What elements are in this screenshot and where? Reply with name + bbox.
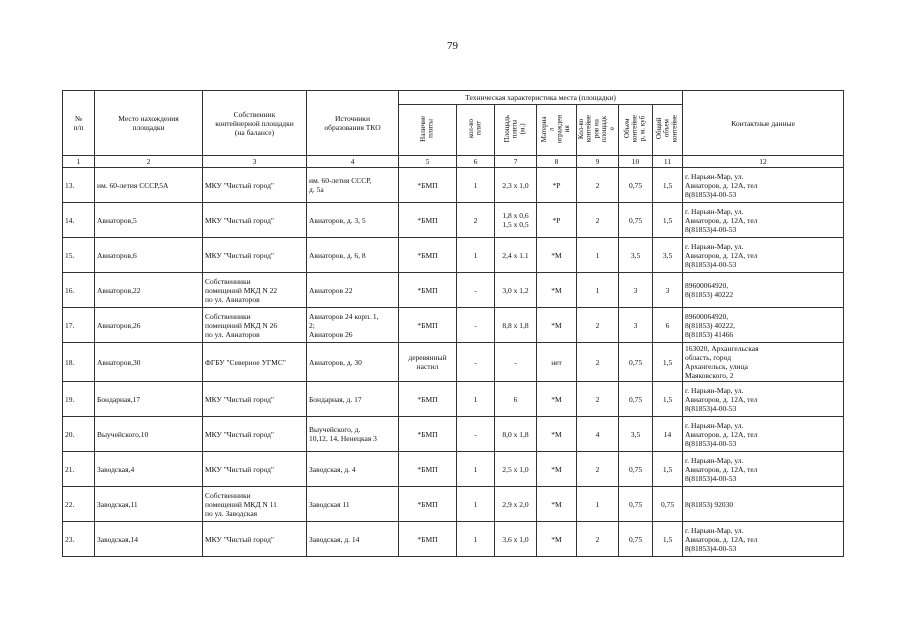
slab-area-cell: 1,8 х 0,6 1,5 х 0,5: [495, 203, 537, 238]
slab-area-cell: 2,4 х 1.1: [495, 238, 537, 273]
location-cell: им. 60-летия СССР,5А: [95, 168, 203, 203]
header-slab-count: кол-во плит: [457, 105, 495, 156]
owner-cell: МКУ "Чистый город": [203, 452, 307, 487]
table-header: [63, 91, 844, 156]
location-cell: Выучейского,10: [95, 417, 203, 452]
slab-cell: *БМП: [399, 417, 457, 452]
container-count-cell: 2: [577, 203, 619, 238]
row-number: 22.: [63, 487, 95, 522]
table-row: [63, 487, 844, 522]
slab-area-cell: 3,6 х 1,0: [495, 522, 537, 557]
container-volume-cell: 3,5: [619, 417, 653, 452]
total-volume-cell: 1,5: [653, 382, 683, 417]
total-volume-cell: 1,5: [653, 343, 683, 382]
sources-cell: Авиаторов 24 корп. 1, 2; Авиаторов 26: [307, 308, 399, 343]
column-number: 8: [537, 156, 577, 168]
container-count-cell: 1: [577, 273, 619, 308]
location-cell: Авиаторов,26: [95, 308, 203, 343]
slab-area-cell: 3,0 х 1,2: [495, 273, 537, 308]
owner-cell: МКУ "Чистый город": [203, 203, 307, 238]
location-cell: Авиаторов,30: [95, 343, 203, 382]
slab-count-cell: -: [457, 343, 495, 382]
slab-cell: деревянный настил: [399, 343, 457, 382]
total-volume-cell: 1,5: [653, 168, 683, 203]
slab-count-cell: -: [457, 417, 495, 452]
owner-cell: ФГБУ "Северное УГМС": [203, 343, 307, 382]
header-location: Место нахождения площадки: [95, 91, 203, 156]
slab-area-cell: 8,0 х 1,8: [495, 417, 537, 452]
container-volume-cell: 0,75: [619, 452, 653, 487]
slab-cell: *БМП: [399, 308, 457, 343]
header-contacts: Контактные данные: [683, 91, 844, 156]
contacts-cell: г. Нарьян-Мар, ул. Авиаторов, д. 12А, тел 8(81853)4-00-53: [683, 238, 844, 273]
owner-cell: МКУ "Чистый город": [203, 238, 307, 273]
contacts-cell: г. Нарьян-Мар, ул. Авиаторов, д. 12А, тел 8(81853)4-00-53: [683, 382, 844, 417]
page-number: 79: [447, 40, 458, 52]
container-count-cell: 2: [577, 343, 619, 382]
sources-cell: Авиаторов, д. 6, 8: [307, 238, 399, 273]
row-number: 23.: [63, 522, 95, 557]
container-volume-cell: 0,75: [619, 522, 653, 557]
container-volume-cell: 0,75: [619, 382, 653, 417]
table-row: [63, 417, 844, 452]
row-number: 19.: [63, 382, 95, 417]
table-row: [63, 238, 844, 273]
contacts-cell: г. Нарьян-Мар, ул. Авиаторов, д. 12А, тел 8(81853)4-00-53: [683, 522, 844, 557]
header-tech-group: Техническая характеристика места (площадки): [399, 91, 683, 105]
slab-count-cell: -: [457, 273, 495, 308]
owner-cell: МКУ "Чистый город": [203, 522, 307, 557]
slab-count-cell: 1: [457, 522, 495, 557]
slab-cell: *БМП: [399, 487, 457, 522]
contacts-cell: г. Нарьян-Мар, ул. Авиаторов, д. 12А, тел 8(81853)4-00-53: [683, 452, 844, 487]
fence-cell: *М: [537, 417, 577, 452]
column-number: 6: [457, 156, 495, 168]
slab-area-cell: 2,3 х 1,0: [495, 168, 537, 203]
container-volume-cell: 3,5: [619, 238, 653, 273]
location-cell: Заводская,11: [95, 487, 203, 522]
sources-cell: Заводская 11: [307, 487, 399, 522]
container-count-cell: 2: [577, 382, 619, 417]
fence-cell: *М: [537, 452, 577, 487]
column-number: 10: [619, 156, 653, 168]
total-volume-cell: 3,5: [653, 238, 683, 273]
table-row: [63, 168, 844, 203]
container-volume-cell: 0,75: [619, 487, 653, 522]
sources-cell: Заводская, д. 14: [307, 522, 399, 557]
total-volume-cell: 0,75: [653, 487, 683, 522]
container-sites-table: [62, 90, 844, 557]
slab-area-cell: 2,9 х 2,0: [495, 487, 537, 522]
column-number: 11: [653, 156, 683, 168]
table-row: [63, 308, 844, 343]
sources-cell: Авиаторов 22: [307, 273, 399, 308]
owner-cell: МКУ "Чистый город": [203, 382, 307, 417]
container-volume-cell: 3: [619, 273, 653, 308]
total-volume-cell: 1,5: [653, 452, 683, 487]
table-row: [63, 452, 844, 487]
slab-cell: *БМП: [399, 203, 457, 238]
header-total-volume: Общий объем контейне: [653, 105, 683, 156]
table-row: [63, 343, 844, 382]
sources-cell: Бондарная, д. 17: [307, 382, 399, 417]
column-number: 12: [683, 156, 844, 168]
fence-cell: *М: [537, 522, 577, 557]
container-volume-cell: 0,75: [619, 203, 653, 238]
location-cell: Авиаторов,5: [95, 203, 203, 238]
location-cell: Бондарная,17: [95, 382, 203, 417]
slab-cell: *БМП: [399, 452, 457, 487]
column-number: 7: [495, 156, 537, 168]
column-number: 5: [399, 156, 457, 168]
row-number: 18.: [63, 343, 95, 382]
slab-cell: *БМП: [399, 273, 457, 308]
fence-cell: *Р: [537, 168, 577, 203]
slab-area-cell: 2,5 х 1,0: [495, 452, 537, 487]
row-number: 21.: [63, 452, 95, 487]
total-volume-cell: 1,5: [653, 522, 683, 557]
container-count-cell: 2: [577, 452, 619, 487]
fence-cell: *М: [537, 238, 577, 273]
slab-cell: *БМП: [399, 238, 457, 273]
header-owner: Собственник контейнерной площадки (на балансе): [203, 91, 307, 156]
slab-count-cell: 1: [457, 168, 495, 203]
container-count-cell: 1: [577, 487, 619, 522]
header-fence-material: Материа л огражден ия: [537, 105, 577, 156]
column-number: 3: [203, 156, 307, 168]
header-num: № п/п: [63, 91, 95, 156]
sources-cell: Авиаторов, д. 30: [307, 343, 399, 382]
slab-area-cell: 6: [495, 382, 537, 417]
column-number: 1: [63, 156, 95, 168]
slab-count-cell: 1: [457, 238, 495, 273]
slab-count-cell: -: [457, 308, 495, 343]
slab-count-cell: 1: [457, 487, 495, 522]
header-container-volume: Объем контейне р, м. куб: [619, 105, 653, 156]
fence-cell: *М: [537, 308, 577, 343]
slab-area-cell: 8,8 х 1,8: [495, 308, 537, 343]
location-cell: Заводская,4: [95, 452, 203, 487]
container-count-cell: 1: [577, 238, 619, 273]
container-volume-cell: 3: [619, 308, 653, 343]
contacts-cell: г. Нарьян-Мар, ул. Авиаторов, д. 12А, тел 8(81853)4-00-53: [683, 417, 844, 452]
contacts-cell: 8(81853) 92030: [683, 487, 844, 522]
table-row: [63, 273, 844, 308]
slab-count-cell: 1: [457, 382, 495, 417]
contacts-cell: г. Нарьян-Мар, ул. Авиаторов, д. 12А, тел 8(81853)4-00-53: [683, 203, 844, 238]
column-number: 2: [95, 156, 203, 168]
owner-cell: МКУ "Чистый город": [203, 168, 307, 203]
container-count-cell: 2: [577, 522, 619, 557]
container-count-cell: 4: [577, 417, 619, 452]
contacts-cell: 163020, Архангельская область, город Архангельск, улица Маяковского, 2: [683, 343, 844, 382]
container-volume-cell: 0,75: [619, 168, 653, 203]
slab-cell: *БМП: [399, 168, 457, 203]
fence-cell: *Р: [537, 203, 577, 238]
total-volume-cell: 14: [653, 417, 683, 452]
slab-area-cell: -: [495, 343, 537, 382]
owner-cell: Собственники помещений МКД N 11 по ул. Заводская: [203, 487, 307, 522]
sources-cell: Авиаторов, д. 3, 5: [307, 203, 399, 238]
table-row: [63, 203, 844, 238]
container-count-cell: 2: [577, 308, 619, 343]
sources-cell: Выучейского, д. 10,12, 14, Ненецкая 3: [307, 417, 399, 452]
total-volume-cell: 1,5: [653, 203, 683, 238]
container-count-cell: 2: [577, 168, 619, 203]
slab-cell: *БМП: [399, 522, 457, 557]
row-number: 17.: [63, 308, 95, 343]
fence-cell: *М: [537, 382, 577, 417]
fence-cell: *М: [537, 487, 577, 522]
row-number: 16.: [63, 273, 95, 308]
row-number: 20.: [63, 417, 95, 452]
header-slab: Наличие плиты: [399, 105, 457, 156]
slab-count-cell: 1: [457, 452, 495, 487]
sources-cell: им. 60-летия СССР, д. 5а: [307, 168, 399, 203]
location-cell: Авиаторов,6: [95, 238, 203, 273]
contacts-cell: 89600064920, 8(81853) 40222, 8(81853) 41466: [683, 308, 844, 343]
owner-cell: Собственники помещений МКД N 22 по ул. Авиаторов: [203, 273, 307, 308]
fence-cell: *М: [537, 273, 577, 308]
owner-cell: МКУ "Чистый город": [203, 417, 307, 452]
contacts-cell: г. Нарьян-Мар, ул. Авиаторов, д. 12А, тел 8(81853)4-00-53: [683, 168, 844, 203]
row-number: 15.: [63, 238, 95, 273]
header-sources: Источники образования ТКО: [307, 91, 399, 156]
total-volume-cell: 6: [653, 308, 683, 343]
location-cell: Авиаторов,22: [95, 273, 203, 308]
header-container-count: Кол-во контейне ров на площадк е: [577, 105, 619, 156]
table-row: [63, 382, 844, 417]
row-number: 13.: [63, 168, 95, 203]
container-volume-cell: 0,75: [619, 343, 653, 382]
column-number: 9: [577, 156, 619, 168]
sources-cell: Заводская, д. 4: [307, 452, 399, 487]
slab-cell: *БМП: [399, 382, 457, 417]
fence-cell: нет: [537, 343, 577, 382]
contacts-cell: 89600064920, 8(81853) 40222: [683, 273, 844, 308]
slab-count-cell: 2: [457, 203, 495, 238]
table-body: [63, 168, 844, 557]
row-number: 14.: [63, 203, 95, 238]
owner-cell: Собственники помещений МКД N 26 по ул. Авиаторов: [203, 308, 307, 343]
location-cell: Заводская,14: [95, 522, 203, 557]
header-slab-area: Площадь плиты (м.): [495, 105, 537, 156]
total-volume-cell: 3: [653, 273, 683, 308]
column-number: 4: [307, 156, 399, 168]
column-numbers: [63, 156, 844, 168]
table-row: [63, 522, 844, 557]
